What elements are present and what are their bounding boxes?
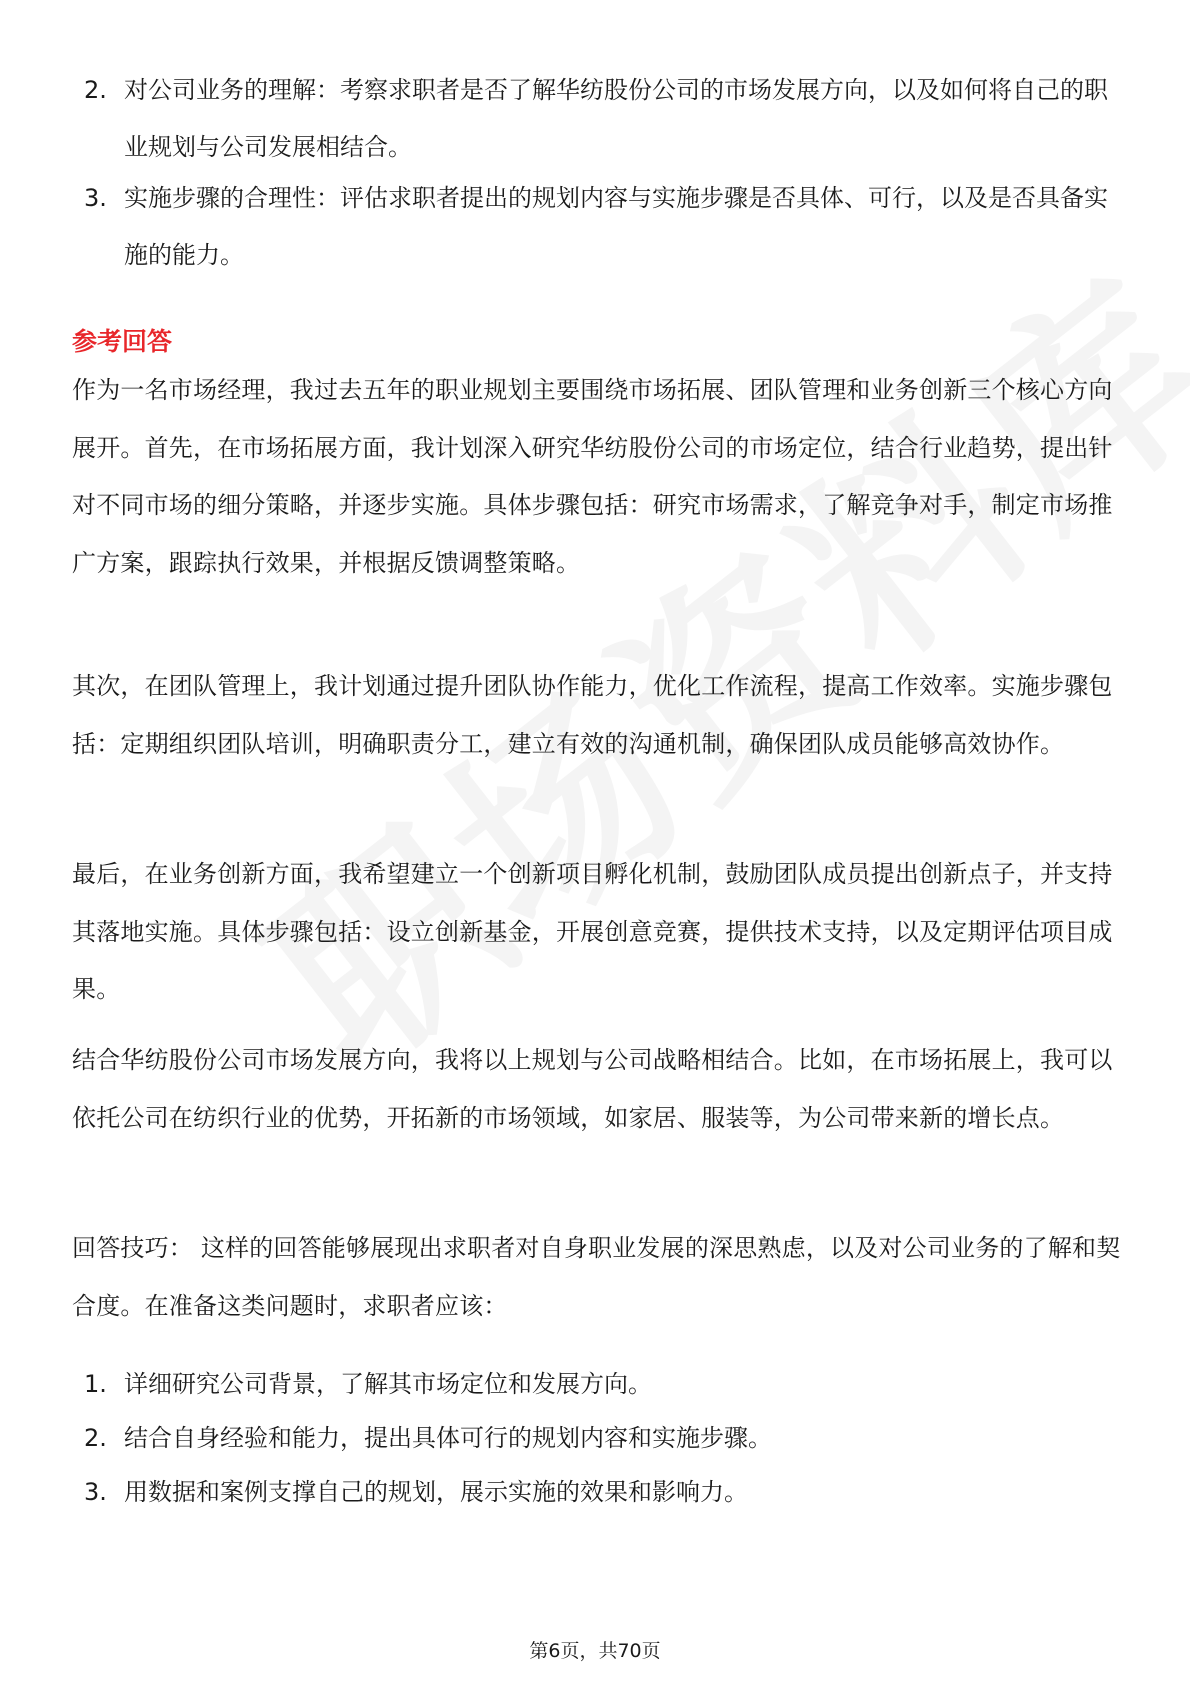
list-item-number: 2. (84, 76, 107, 104)
list-item-text: 实施步骤的合理性：评估求职者提出的规划内容与实施步骤是否具体、可行，以及是否具备实施的能力。 (124, 184, 1108, 269)
page-footer: 第6页，共70页 (529, 1640, 661, 1662)
list-item-text: 详细研究公司背景，了解其市场定位和发展方向。 (124, 1370, 652, 1398)
list-item-text: 对公司业务的理解：考察求职者是否了解华纺股份公司的市场发展方向，以及如何将自己的职业规划与公司发展相结合。 (124, 76, 1108, 161)
list-item-number: 1. (84, 1370, 107, 1398)
list-item-number: 3. (84, 184, 107, 212)
list-item-number: 2. (84, 1424, 107, 1452)
paragraph: 作为一名市场经理，我过去五年的职业规划主要围绕市场拓展、团队管理和业务创新三个核心方向展开。首先，在市场拓展方面，我计划深入研究华纺股份公司的市场定位，结合行业趋势，提出针对不同市场的细分策略，并逐步实施。具体步骤包括：研究市场需求，了解竞争对手，制定市场推广方案，跟踪执行效果，并根据反馈调整策略。 (72, 376, 1113, 577)
paragraph: 回答技巧： 这样的回答能够展现出求职者对自身职业发展的深思熟虑，以及对公司业务的了解和契合度。在准备这类问题时，求职者应该： (72, 1234, 1121, 1320)
paragraph: 结合华纺股份公司市场发展方向，我将以上规划与公司战略相结合。比如，在市场拓展上，我可以依托公司在纺织行业的优势，开拓新的市场领域，如家居、服装等，为公司带来新的增长点。 (72, 1046, 1113, 1132)
list-item-text: 用数据和案例支撑自己的规划，展示实施的效果和影响力。 (124, 1478, 748, 1506)
paragraph: 其次，在团队管理上，我计划通过提升团队协作能力，优化工作流程，提高工作效率。实施步骤包括：定期组织团队培训，明确职责分工，建立有效的沟通机制，确保团队成员能够高效协作。 (72, 672, 1113, 758)
list-item-text: 结合自身经验和能力，提出具体可行的规划内容和实施步骤。 (124, 1424, 772, 1452)
list-item-number: 3. (84, 1478, 107, 1506)
section-heading: 参考回答 (72, 327, 173, 356)
paragraph: 最后，在业务创新方面，我希望建立一个创新项目孵化机制，鼓励团队成员提出创新点子，并支持其落地实施。具体步骤包括：设立创新基金，开展创意竞赛，提供技术支持，以及定期评估项目成果。 (72, 860, 1113, 1003)
